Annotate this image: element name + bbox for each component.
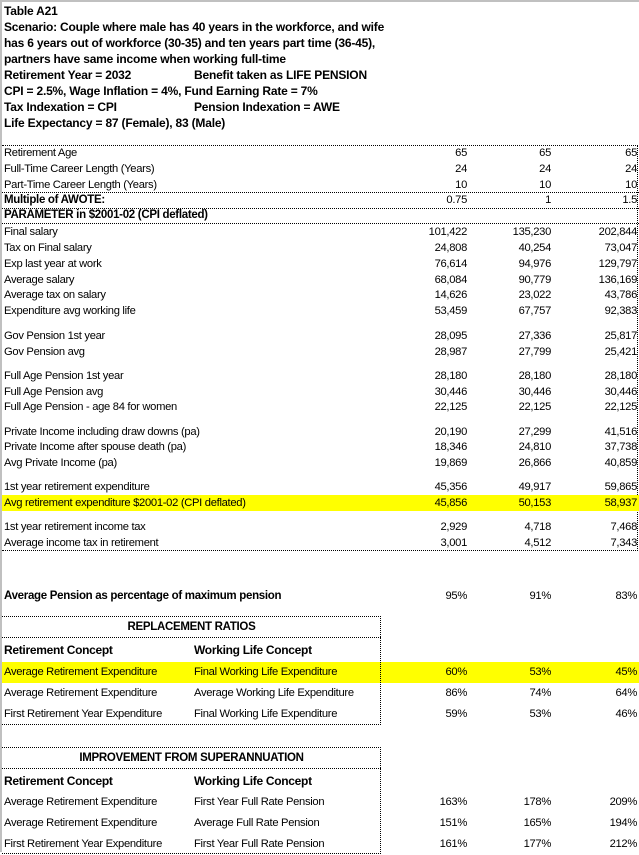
- value: 177%: [523, 838, 551, 850]
- section-heading: PARAMETER in $2001-02 (CPI deflated): [4, 209, 208, 221]
- value: 90,779: [518, 274, 551, 286]
- value: 18,346: [434, 441, 467, 453]
- working-life-concept: Final Working Life Expenditure: [194, 666, 338, 678]
- value: 27,799: [518, 346, 551, 358]
- data-row: [2, 368, 639, 384]
- value: 59%: [445, 708, 467, 720]
- value: 178%: [523, 796, 551, 808]
- value: 25,421: [604, 346, 637, 358]
- value: 65: [455, 147, 467, 159]
- working-life-concept: First Year Full Rate Pension: [194, 796, 325, 808]
- retirement-concept: First Retirement Year Expenditure: [4, 708, 162, 720]
- ratio-row: [2, 792, 639, 813]
- value: 37,738: [604, 441, 637, 453]
- row-label: Avg retirement expenditure $2001-02 (CPI deflated): [4, 497, 246, 509]
- value: 24,808: [434, 242, 467, 254]
- value: 58,937: [604, 497, 637, 509]
- data-row: [2, 256, 639, 272]
- value: 151%: [439, 817, 467, 829]
- value: 194%: [609, 817, 637, 829]
- value: 50,153: [518, 497, 551, 509]
- highlighted-row: [2, 495, 639, 511]
- value: 95%: [445, 590, 467, 602]
- data-row: [2, 455, 639, 471]
- param-row: [2, 177, 639, 193]
- value: 59,865: [604, 481, 637, 493]
- value: 4,512: [524, 537, 551, 549]
- data-row: [2, 439, 639, 455]
- retirement-concept: Average Retirement Expenditure: [4, 817, 158, 829]
- value: 28,180: [518, 370, 551, 382]
- value: 76,614: [434, 258, 467, 270]
- value: 24: [455, 163, 467, 175]
- value: 26,866: [518, 457, 551, 469]
- value: 25,817: [604, 330, 637, 342]
- retirement-concept: Average Retirement Expenditure: [4, 687, 158, 699]
- row-label: Multiple of AWOTE:: [4, 194, 105, 206]
- value: 24: [625, 163, 637, 175]
- value: 46%: [615, 708, 637, 720]
- value: 10: [455, 179, 467, 191]
- value: 73,047: [604, 242, 637, 254]
- data-row: [2, 384, 639, 400]
- value: 43,786: [604, 289, 637, 301]
- value: 41,516: [604, 426, 637, 438]
- value: 45%: [615, 666, 637, 678]
- value: 30,446: [518, 386, 551, 398]
- row-label: Exp last year at work: [4, 258, 102, 270]
- value: 0.75: [446, 194, 467, 206]
- row-label: Average income tax in retirement: [4, 537, 159, 549]
- scenario-line: partners have same income when working full-time: [4, 52, 286, 66]
- ratio-row: [2, 813, 639, 834]
- value: 22,125: [604, 401, 637, 413]
- value: 24,810: [518, 441, 551, 453]
- column-header: Retirement Concept: [4, 643, 113, 657]
- value: 53%: [529, 708, 551, 720]
- row-label: 1st year retirement income tax: [4, 521, 146, 533]
- value: 27,336: [518, 330, 551, 342]
- value: 1: [545, 194, 551, 206]
- ratio-row: [2, 683, 639, 704]
- value: 49,917: [518, 481, 551, 493]
- data-row: [2, 224, 639, 240]
- row-label: Average Pension as percentage of maximum pension: [4, 590, 282, 602]
- value: 27,299: [518, 426, 551, 438]
- scenario-line: Scenario: Couple where male has 40 years in the workforce, and wife: [4, 20, 385, 34]
- avg-pension-row: [2, 587, 639, 605]
- indexation-line: [4, 99, 384, 115]
- data-row: [2, 303, 639, 319]
- value: 136,169: [598, 274, 637, 286]
- improvement-header-row: [2, 771, 639, 792]
- value: 28,180: [434, 370, 467, 382]
- replacement-header-row: [2, 640, 639, 661]
- working-life-concept: First Year Full Rate Pension: [194, 838, 325, 850]
- row-label: Expenditure avg working life: [4, 305, 136, 317]
- data-row: [2, 240, 639, 256]
- value: 22,125: [518, 401, 551, 413]
- value: 68,084: [434, 274, 467, 286]
- data-row: [2, 479, 639, 495]
- value: 92,383: [604, 305, 637, 317]
- value: 40,859: [604, 457, 637, 469]
- data-row: [2, 287, 639, 303]
- param-row: [2, 145, 639, 161]
- value: 91%: [529, 590, 551, 602]
- row-label: Private Income including draw downs (pa): [4, 426, 200, 438]
- value: 165%: [523, 817, 551, 829]
- working-life-concept: Average Working Life Expenditure: [194, 687, 354, 699]
- pension-indexation: Pension Indexation = AWE: [194, 100, 340, 114]
- improvement-title: IMPROVEMENT FROM SUPERANNUATION: [2, 747, 381, 769]
- column-header: Working Life Concept: [194, 774, 312, 788]
- value: 83%: [615, 590, 637, 602]
- value: 60%: [445, 666, 467, 678]
- row-label: Average salary: [4, 274, 75, 286]
- table-id: Table A21: [4, 4, 58, 18]
- ratio-row: [2, 704, 639, 725]
- row-label: Full-Time Career Length (Years): [4, 163, 155, 175]
- retirement-concept: Average Retirement Expenditure: [4, 666, 158, 678]
- value: 19,869: [434, 457, 467, 469]
- section-heading-row: [2, 208, 639, 224]
- data-row: [2, 344, 639, 360]
- value: 163%: [439, 796, 467, 808]
- row-label: Retirement Age: [4, 147, 77, 159]
- working-life-concept: Average Full Rate Pension: [194, 817, 320, 829]
- row-label: 1st year retirement expenditure: [4, 481, 150, 493]
- value: 3,001: [440, 537, 467, 549]
- value: 23,022: [518, 289, 551, 301]
- scenario-header: [4, 3, 384, 131]
- value: 40,254: [518, 242, 551, 254]
- scenario-line: has 6 years out of workforce (30-35) and ten years part time (36-45),: [4, 36, 376, 50]
- retirement-year: Retirement Year = 2032: [4, 68, 132, 82]
- row-label: Final salary: [4, 226, 58, 238]
- value: 129,797: [598, 258, 637, 270]
- value: 45,856: [434, 497, 467, 509]
- data-row: [2, 272, 639, 288]
- value: 67,757: [518, 305, 551, 317]
- row-label: Tax on Final salary: [4, 242, 92, 254]
- row-label: Full Age Pension - age 84 for women: [4, 401, 177, 413]
- value: 28,987: [434, 346, 467, 358]
- value: 86%: [445, 687, 467, 699]
- data-row: [2, 519, 639, 535]
- row-label: Gov Pension 1st year: [4, 330, 105, 342]
- data-row: [2, 399, 639, 415]
- value: 94,976: [518, 258, 551, 270]
- benefit-type: Benefit taken as LIFE PENSION: [194, 68, 367, 82]
- row-label: Average tax on salary: [4, 289, 106, 301]
- value: 22,125: [434, 401, 467, 413]
- value: 1.5: [622, 194, 637, 206]
- value: 45,356: [434, 481, 467, 493]
- value: 7,343: [610, 537, 637, 549]
- value: 4,718: [524, 521, 551, 533]
- value: 74%: [529, 687, 551, 699]
- value: 7,468: [610, 521, 637, 533]
- data-row: [2, 535, 639, 551]
- value: 64%: [615, 687, 637, 699]
- value: 30,446: [434, 386, 467, 398]
- replacement-ratios-title: REPLACEMENT RATIOS: [2, 616, 381, 638]
- column-header: Working Life Concept: [194, 643, 312, 657]
- tax-indexation: Tax Indexation = CPI: [4, 100, 117, 114]
- value: 28,180: [604, 370, 637, 382]
- value: 101,422: [428, 226, 467, 238]
- value: 53%: [529, 666, 551, 678]
- working-life-concept: Final Working Life Expenditure: [194, 708, 338, 720]
- value: 161%: [439, 838, 467, 850]
- value: 212%: [609, 838, 637, 850]
- value: 30,446: [604, 386, 637, 398]
- data-row: [2, 328, 639, 344]
- value: 2,929: [440, 521, 467, 533]
- value: 53,459: [434, 305, 467, 317]
- value: 135,230: [512, 226, 551, 238]
- inflation-assumptions: CPI = 2.5%, Wage Inflation = 4%, Fund Earning Rate = 7%: [4, 84, 318, 98]
- value: 202,844: [598, 226, 637, 238]
- column-header: Retirement Concept: [4, 774, 113, 788]
- row-label: Gov Pension avg: [4, 346, 85, 358]
- row-label: Full Age Pension 1st year: [4, 370, 124, 382]
- value: 24: [539, 163, 551, 175]
- value: 10: [539, 179, 551, 191]
- value: 10: [625, 179, 637, 191]
- param-row: [2, 161, 639, 177]
- row-label: Part-Time Career Length (Years): [4, 179, 157, 191]
- row-label: Full Age Pension avg: [4, 386, 104, 398]
- data-row: [2, 424, 639, 440]
- retirement-concept: Average Retirement Expenditure: [4, 796, 158, 808]
- highlighted-ratio-row: [2, 662, 639, 683]
- row-label: Avg Private Income (pa): [4, 457, 117, 469]
- value: 14,626: [434, 289, 467, 301]
- row-label: Private Income after spouse death (pa): [4, 441, 186, 453]
- value: 65: [625, 147, 637, 159]
- retirement-year-line: [4, 67, 384, 83]
- value: 209%: [609, 796, 637, 808]
- value: 20,190: [434, 426, 467, 438]
- value: 28,095: [434, 330, 467, 342]
- life-expectancy: Life Expectancy = 87 (Female), 83 (Male): [4, 116, 226, 130]
- retirement-concept: First Retirement Year Expenditure: [4, 838, 162, 850]
- awote-multiple-row: [2, 192, 639, 209]
- value: 65: [539, 147, 551, 159]
